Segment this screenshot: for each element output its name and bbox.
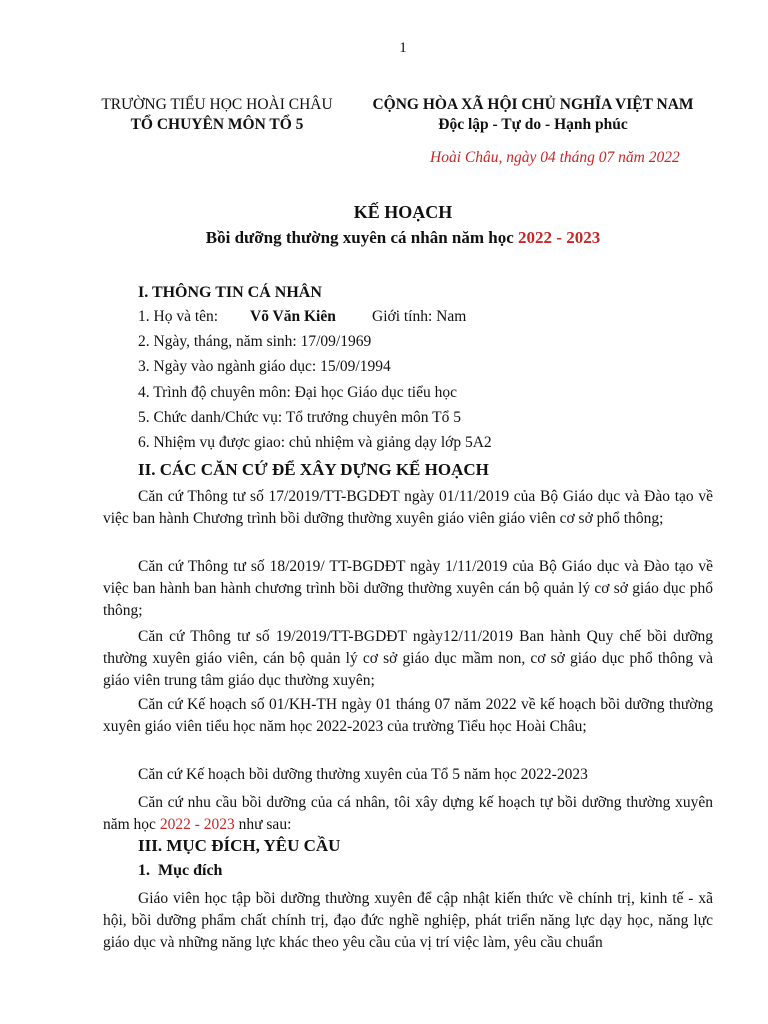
basis-paragraph: Căn cứ Thông tư số 19/2019/TT-BGDĐT ngày12/11/2019 Ban hành Quy chế bồi dưỡng thường xuyên giáo viên, cán bộ quản lý cơ sở giáo dục mầm non, cơ sở giáo dục phổ thông và giáo viên trung tâm giáo dục thường xuyên; <box>103 628 713 689</box>
info-item: 6. Nhiệm vụ được giao: chủ nhiệm và giảng dạy lớp 5A2 <box>138 434 492 451</box>
basis-paragraph: Căn cứ Kế hoạch bồi dưỡng thường xuyên của Tổ 5 năm học 2022-2023 <box>138 766 588 783</box>
section-1-heading: I. THÔNG TIN CÁ NHÂN <box>138 284 322 301</box>
subtitle-year: 2022 - 2023 <box>518 228 601 247</box>
nation-title: CỘNG HÒA XÃ HỘI CHỦ NGHĨA VIỆT NAM <box>372 96 694 113</box>
basis-last-suffix: như sau: <box>234 816 292 833</box>
info-name-value: Võ Văn Kiên <box>250 308 336 325</box>
document-subtitle <box>0 228 768 248</box>
info-item: 3. Ngày vào ngành giáo dục: 15/09/1994 <box>138 358 391 375</box>
section-3-subheading: 1. Mục đích <box>138 862 223 879</box>
info-item: 4. Trình độ chuyên môn: Đại học Giáo dục tiểu học <box>138 384 457 401</box>
info-name-label: 1. Họ và tên: <box>138 308 219 325</box>
info-item: 5. Chức danh/Chức vụ: Tổ trưởng chuyên môn Tổ 5 <box>138 409 461 426</box>
section-2-heading: II. CÁC CĂN CỨ ĐỂ XÂY DỰNG KẾ HOẠCH <box>138 460 489 479</box>
department-name: TỔ CHUYÊN MÔN TỔ 5 <box>130 116 304 133</box>
subtitle-text: Bồi dưỡng thường xuyên cá nhân năm học <box>205 228 519 247</box>
basis-paragraph: Căn cứ Thông tư số 18/2019/ TT-BGDĐT ngày 1/11/2019 của Bộ Giáo dục và Đào tạo về việc ban hành ban hành chương trình bồi dưỡng thường xuyên cán bộ quản lý cơ sở giáo dục phổ thông; <box>103 558 713 619</box>
motto: Độc lập - Tự do - Hạnh phúc <box>438 116 628 133</box>
info-item: 2. Ngày, tháng, năm sinh: 17/09/1969 <box>138 333 372 350</box>
info-gender: Giới tính: Nam <box>372 308 467 325</box>
basis-paragraph: Căn cứ Kế hoạch số 01/KH-TH ngày 01 tháng 07 năm 2022 về kế hoạch bồi dưỡng thường xuyên giáo viên tiểu học năm học 2022-2023 của trường Tiểu học Hoài Châu; <box>103 696 713 735</box>
basis-paragraph: Căn cứ Thông tư số 17/2019/TT-BGDĐT ngày 01/11/2019 của Bộ Giáo dục và Đào tạo về việc ban hành Chương trình bồi dưỡng thường xuyên giáo viên giáo viên cơ sở phổ thông; <box>103 488 713 527</box>
document-title: KẾ HOẠCH <box>353 202 453 222</box>
section-3-heading: III. MỤC ĐÍCH, YÊU CẦU <box>138 836 341 855</box>
purpose-paragraph: Giáo viên học tập bồi dưỡng thường xuyên để cập nhật kiến thức về chính trị, kinh tế - xã hội, bồi dưỡng phẩm chất chính trị, đạo đức nghề nghiệp, phát triển năng lực dạy học, năng lực giáo dục và những năng lực khác theo yêu cầu của vị trí việc làm, yêu cầu chuẩn <box>103 890 713 951</box>
basis-last-year: 2022 - 2023 <box>159 816 235 833</box>
school-name: TRƯỜNG TIỂU HỌC HOÀI CHÂU <box>101 96 333 113</box>
document-date: Hoài Châu, ngày 04 tháng 07 năm 2022 <box>430 149 680 166</box>
page-number: 1 <box>399 40 407 56</box>
basis-paragraph-last <box>103 792 713 836</box>
basis-last-text: Căn cứ nhu cầu bồi dưỡng của cá nhân, tôi xây dựng kế hoạch tự bồi dưỡng thường xuyên năm học <box>103 794 713 833</box>
